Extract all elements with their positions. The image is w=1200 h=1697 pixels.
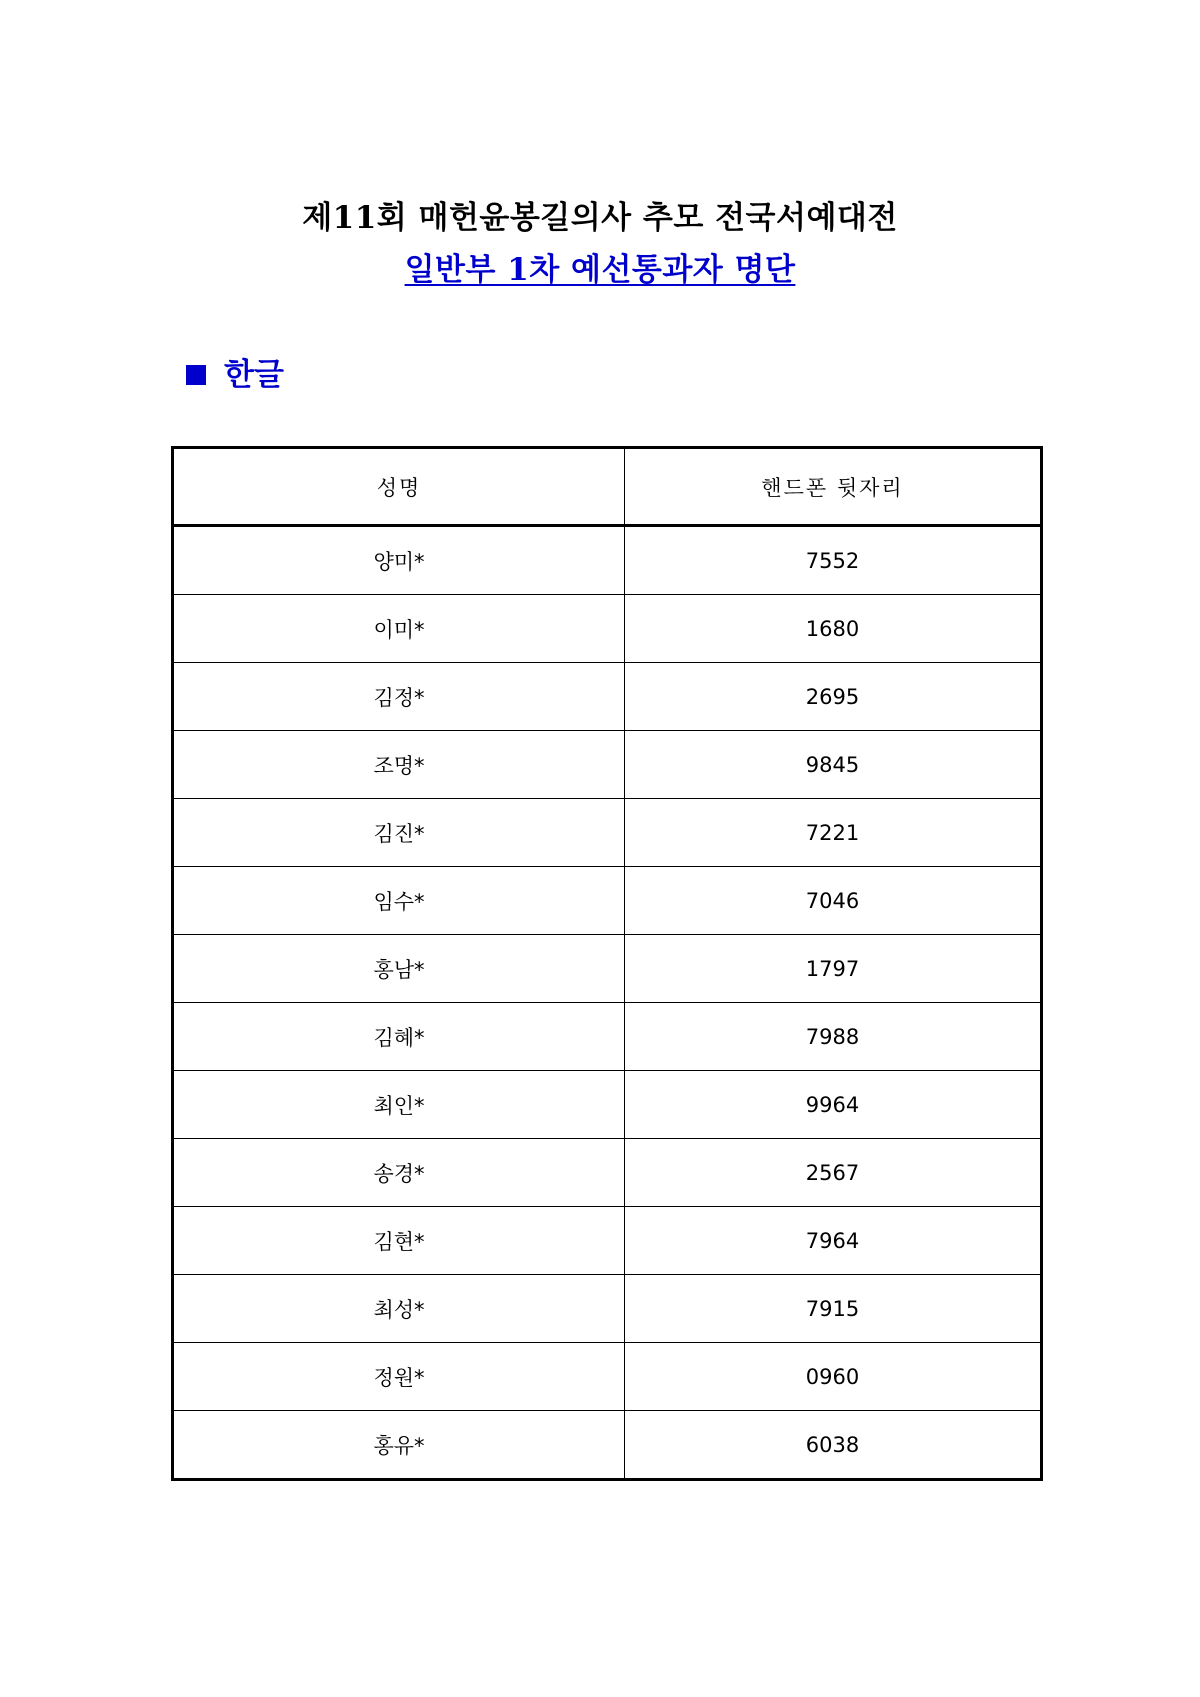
cell-phone: 9964	[625, 1071, 1042, 1139]
document-subtitle	[0, 250, 1200, 290]
cell-phone: 7988	[625, 1003, 1042, 1071]
cell-name: 김진*	[173, 799, 625, 867]
cell-name: 김혜*	[173, 1003, 625, 1071]
cell-name: 송경*	[173, 1139, 625, 1207]
cell-phone: 6038	[625, 1411, 1042, 1480]
cell-name: 조명*	[173, 731, 625, 799]
cell-name: 홍유*	[173, 1411, 625, 1480]
cell-name: 정원*	[173, 1343, 625, 1411]
cell-phone: 7964	[625, 1207, 1042, 1275]
roster-body	[173, 526, 1042, 1480]
table-row	[173, 1343, 1042, 1411]
cell-phone: 0960	[625, 1343, 1042, 1411]
cell-name: 김현*	[173, 1207, 625, 1275]
table-row	[173, 1071, 1042, 1139]
cell-name: 양미*	[173, 526, 625, 595]
cell-name: 김정*	[173, 663, 625, 731]
table-header-row	[173, 448, 1042, 526]
table-row	[173, 595, 1042, 663]
table-row	[173, 1207, 1042, 1275]
table-row	[173, 731, 1042, 799]
section-heading	[186, 355, 284, 395]
roster-table	[171, 446, 1043, 1481]
document-title: 제11회 매헌윤봉길의사 추모 전국서예대전	[302, 200, 898, 236]
header-name: 성명	[173, 448, 625, 526]
subtitle-text: 일반부 1차 예선통과자 명단	[404, 252, 796, 288]
cell-name: 이미*	[173, 595, 625, 663]
cell-phone: 7046	[625, 867, 1042, 935]
cell-phone: 2567	[625, 1139, 1042, 1207]
cell-phone: 7552	[625, 526, 1042, 595]
cell-name: 홍남*	[173, 935, 625, 1003]
table-row	[173, 935, 1042, 1003]
table-row	[173, 1139, 1042, 1207]
cell-name: 최성*	[173, 1275, 625, 1343]
cell-phone: 2695	[625, 663, 1042, 731]
cell-name: 최인*	[173, 1071, 625, 1139]
cell-phone: 1680	[625, 595, 1042, 663]
table-row	[173, 526, 1042, 595]
cell-phone: 7915	[625, 1275, 1042, 1343]
header-phone: 핸드폰 뒷자리	[625, 448, 1042, 526]
square-icon	[186, 365, 206, 385]
table-row	[173, 867, 1042, 935]
cell-name: 임수*	[173, 867, 625, 935]
table-row	[173, 1411, 1042, 1480]
table-row	[173, 1275, 1042, 1343]
table-row	[173, 1003, 1042, 1071]
table-row	[173, 799, 1042, 867]
cell-phone: 7221	[625, 799, 1042, 867]
cell-phone: 1797	[625, 935, 1042, 1003]
table-row	[173, 663, 1042, 731]
cell-phone: 9845	[625, 731, 1042, 799]
section-label: 한글	[224, 357, 284, 393]
